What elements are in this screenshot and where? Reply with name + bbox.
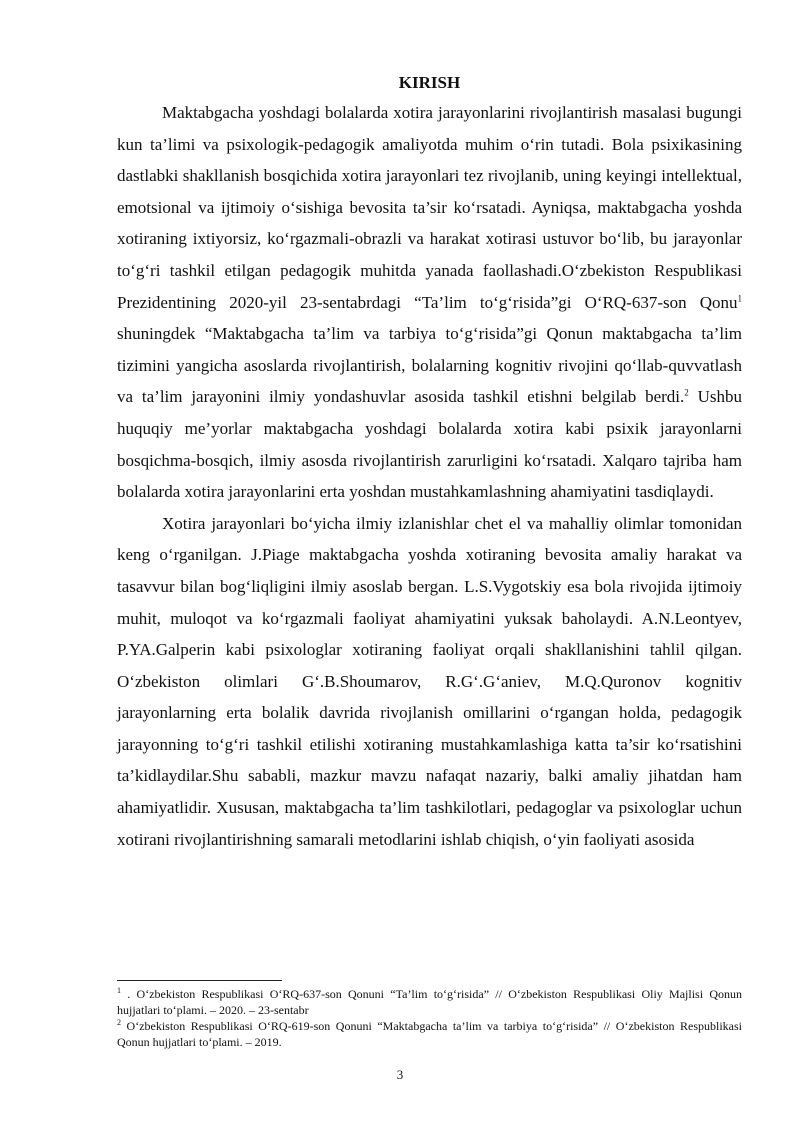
footnote-2 (117, 1018, 742, 1050)
footnote-2-text: O‘zbekiston Respublikasi O‘RQ-619-son Qonuni “Maktabgacha ta’lim va tarbiya to‘g‘risida” // O‘zbekiston Respublikasi Qonun hujjatlari to‘plami. – 2019. (117, 1019, 742, 1049)
paragraph-intro-text-3: Ushbu huquqiy me’yorlar maktabgacha yoshdagi bolalarda xotira kabi psixik jarayonlarni bosqichma-bosqich, ilmiy asosda rivojlantirish zarurligini ko‘rsatadi. Xalqaro tajriba ham bolalarda xotira jarayonlarini erta yoshdan mustahkamlashning ahamiyatini tasdiqlaydi. (117, 387, 742, 502)
footnote-1 (117, 986, 742, 1018)
page-number: 3 (396, 1067, 404, 1082)
heading: KIRISH (398, 73, 461, 92)
footnote-1-text: . O‘zbekiston Respublikasi O‘RQ-637-son Qonuni “Ta’lim to‘g‘risida” // O‘zbekiston Respublikasi Oliy Majlisi Qonun hujjatlari to‘plami. – 2020. – 23-sentabr (117, 987, 742, 1017)
paragraph-intro-text-2: shuningdek “Maktabgacha ta’lim va tarbiya to‘g‘risida”gi Qonun maktabgacha ta’lim tizimini yangicha asoslarda rivojlantirish, bolalarning kognitiv rivojini qo‘llab-quvvatlash va ta’lim jarayonini ilmiy yondashuvlar asosida tashkil etishni belgilab berdi. (117, 324, 742, 407)
paragraph-intro (117, 97, 742, 508)
footnote-2-marker: 2 (117, 1018, 121, 1027)
footnote-1-marker: 1 (117, 986, 121, 995)
footnote-ref-2[interactable]: 2 (684, 387, 689, 398)
footnote-ref-1[interactable]: 1 (737, 292, 742, 303)
paragraph-intro-text-1: Maktabgacha yoshdagi bolalarda xotira jarayonlarini rivojlantirish masalasi bugungi kun ta’limi va psixologik-pedagogik amaliyotda muhim o‘rin tutadi. Bola psixikasining dastlabki shakllanish bosqichida xotira jarayonlari tez rivojlanib, uning keyingi intellektual, emotsional va ijtimoiy o‘sishiga bevosita ta’sir ko‘rsatadi. Ayniqsa, maktabgacha yoshda xotiraning ixtiyorsiz, ko‘rgazmali-obrazli va harakat xotirasi ustuvor bo‘lib, bu jarayonlar to‘g‘ri tashkil etilgan pedagogik muhitda yanada faollashadi.O‘zbekiston Respublikasi Prezidentining 2020-yil 23-sentabrdagi “Ta’lim to‘g‘risida”gi O‘RQ-637-son Qonu (117, 103, 742, 312)
footnotes-section (117, 980, 742, 1050)
paragraph-research: Xotira jarayonlari bo‘yicha ilmiy izlanishlar chet el va mahalliy olimlar tomonidan keng o‘rganilgan. J.Piage maktabgacha yoshda xotiraning bevosita amaliy harakat va tasavvur bilan bog‘liqligini ilmiy asoslab bergan. L.S.Vygotskiy esa bola rivojida ijtimoiy muhit, muloqot va ko‘rgazmali faoliyat ahamiyatini yuksak baholaydi. A.N.Leontyev, P.YA.Galperin kabi psixologlar xotiraning faoliyat orqali shakllanishini tahlil qilgan. O‘zbekiston olimlari G‘.B.Shoumarov, R.G‘.G‘aniev, M.Q.Quronov kognitiv jarayonlarning erta bolalik davrida rivojlanish omillarini o‘rgangan holda, pedagogik jarayonning to‘g‘ri tashkil etilishi xotiraning mustahkamlashiga katta ta’sir ko‘rsatishini ta’kidlaydilar.Shu sababli, mazkur mavzu nafaqat nazariy, balki amaliy jihatdan ham ahamiyatlidir. Xususan, maktabgacha ta’lim tashkilotlari, pedagoglar va psixologlar uchun xotirani rivojlantirishning samarali metodlarini ishlab chiqish, o‘yin faoliyati asosida (117, 513, 742, 849)
footnote-divider (117, 980, 282, 981)
page-body (117, 72, 742, 855)
